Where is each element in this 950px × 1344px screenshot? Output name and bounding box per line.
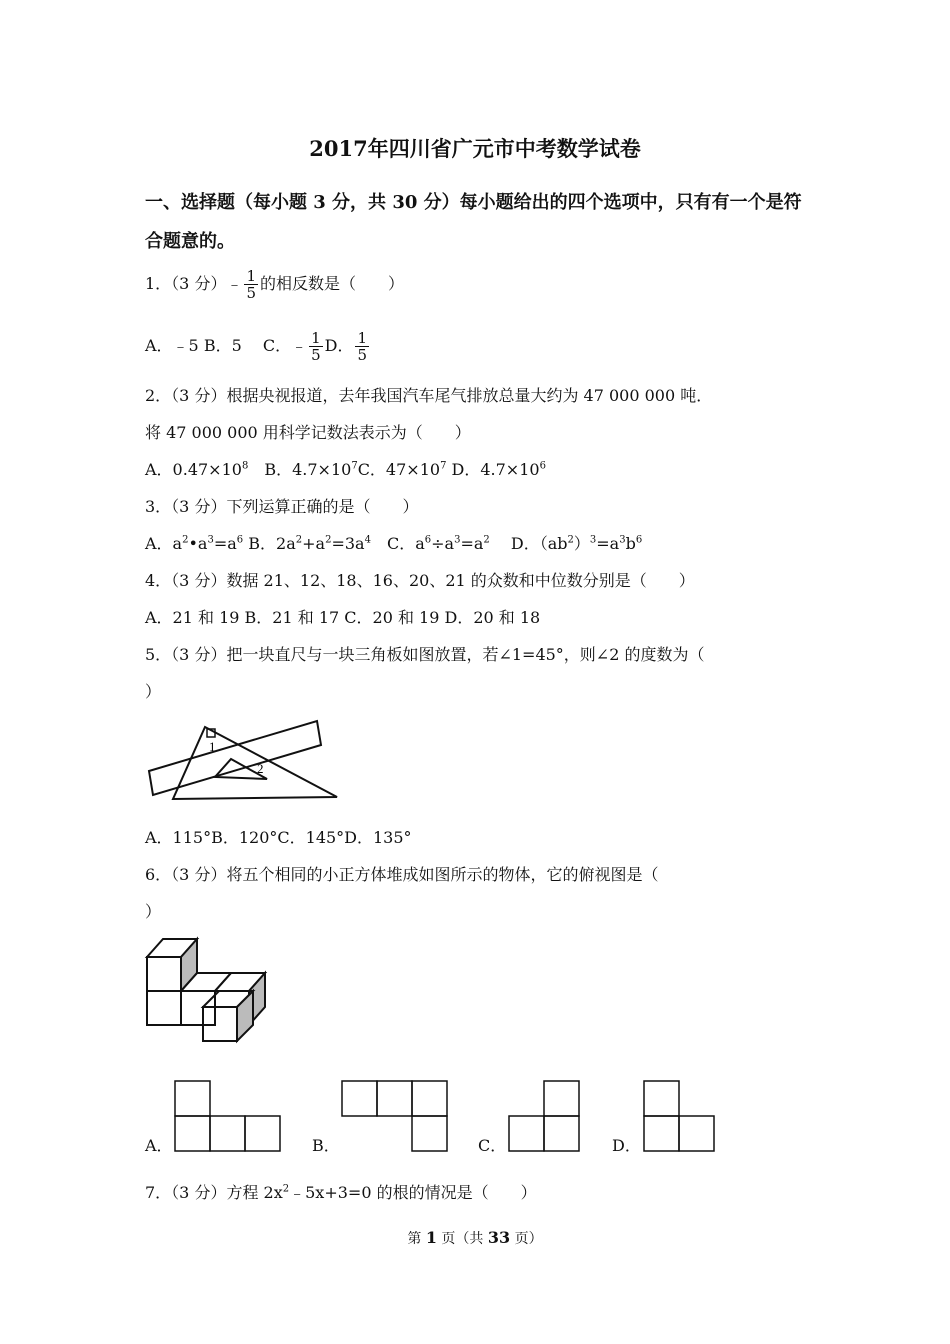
q3-a3: =a: [213, 534, 237, 553]
question-4-line1: 4．（3 分）数据 21、12、18、16、20、21 的众数和中位数分别是（ ）: [145, 571, 695, 590]
q1-num: 1: [246, 267, 256, 285]
q3-b1e: 2: [295, 534, 303, 546]
q3-d4: b: [625, 534, 636, 553]
cube-front-side: [237, 991, 253, 1041]
q3-d2: ）: [573, 534, 590, 553]
q2-opt-b-exp: 7: [351, 460, 358, 472]
question-4-options: A．21 和 19 B．21 和 17 C．20 和 19 D．20 和 18: [145, 608, 541, 627]
question-2-line1: 2．（3 分）根据央视报道，去年我国汽车尾气排放总量大约为 47 000 000 吨．: [145, 386, 713, 405]
q3-d1e: 2: [567, 534, 574, 546]
q6-opt-b-figure: [341, 1080, 449, 1152]
q3-d2e: 3: [589, 534, 597, 546]
question-6-line2: ）: [145, 902, 162, 921]
q3-d3e: 3: [619, 534, 626, 546]
q1-den: 5: [246, 284, 256, 302]
q2-opt-c-exp: 7: [440, 460, 447, 472]
question-5-options: A．115°B．120°C．145°D．135°: [145, 828, 412, 847]
q1-fraction: [244, 268, 258, 301]
question-6-line1: 6．（3 分）将五个相同的小正方体堆成如图所示的物体，它的俯视图是（: [145, 865, 659, 884]
q3-a1e: 2: [182, 534, 189, 546]
angle-2-label: 2: [257, 761, 264, 776]
q3-a2: •a: [188, 534, 208, 553]
question-7: [145, 1183, 537, 1203]
q2-opt-c: C．47×10: [357, 460, 441, 479]
q3-c3e: 2: [483, 534, 490, 546]
cube-bottom-left-front: [147, 991, 181, 1025]
q3-a1: A．a: [145, 534, 183, 553]
q3-a2e: 3: [207, 534, 214, 546]
footer-p2: 页（共: [436, 1231, 488, 1247]
section-heading-line2: 合题意的。: [145, 231, 235, 252]
q6-opt-b-label: B．: [312, 1136, 340, 1155]
q2-opt-a: A．0.47×10: [145, 460, 242, 479]
q1-optd-num: 1: [357, 329, 368, 347]
question-5-line2: ）: [145, 682, 162, 701]
footer-p1: 第: [407, 1231, 426, 1247]
q1-optd-den: 5: [357, 346, 368, 364]
footer-total-pages: 33: [487, 1228, 511, 1247]
q6-opt-c-label: C．: [478, 1136, 507, 1155]
q3-a3e: 6: [236, 534, 244, 546]
q6-opt-a-label: A．: [145, 1136, 173, 1155]
question-3-line1: 3．（3 分）下列运算正确的是（ ）: [145, 497, 419, 516]
question-2-options: [145, 460, 546, 480]
q3-b3e: 4: [364, 534, 371, 546]
q6-opt-d-figure: [643, 1080, 717, 1152]
section-heading-line1: 一、选择题（每小题 3 分，共 30 分）每小题给出的四个选项中，只有有一个是符: [145, 192, 802, 213]
q7-text: 7．（3 分）方程 2x: [145, 1183, 283, 1202]
question-3-options: [145, 534, 642, 554]
question-1: [145, 268, 404, 301]
q7-rest: ﹣5x+3=0 的根的情况是（ ）: [289, 1183, 537, 1202]
q6-opt-c-figure: [507, 1080, 581, 1152]
q3-b1: B．2a: [243, 534, 296, 553]
cube-top-front: [147, 957, 181, 991]
q7-exp: 2: [282, 1183, 290, 1195]
q6-opt-d-label: D．: [612, 1136, 641, 1155]
q2-opt-d: D．4.7×10: [451, 460, 540, 479]
footer-p3: 页）: [510, 1231, 543, 1247]
q2-opt-b: B．4.7×10: [248, 460, 352, 479]
q1-opt-ab: A．﹣5 B．5 C．﹣: [145, 336, 308, 355]
q1-suffix: 的相反数是（ ）: [260, 274, 405, 293]
q3-b2: +a: [302, 534, 326, 553]
page-title: 2017年四川省广元市中考数学试卷: [309, 136, 641, 161]
q6-opt-a-figure: [174, 1080, 282, 1152]
triangle-outer: [173, 727, 337, 799]
footer-page-number: 1: [425, 1228, 437, 1247]
ruler-triangle-figure: [145, 715, 355, 805]
question-1-options: [145, 330, 371, 363]
question-5-line1: 5．（3 分）把一块直尺与一块三角板如图放置，若∠1=45°，则∠2 的度数为（: [145, 645, 705, 664]
q3-d3: =a: [596, 534, 620, 553]
q3-d1: D．（ab: [489, 534, 568, 553]
q3-b2e: 2: [325, 534, 332, 546]
q2-opt-d-exp: 6: [539, 460, 546, 472]
angle-1-label: 1: [209, 739, 216, 754]
q3-c2: ÷a: [431, 534, 455, 553]
q1-optd-fraction: [355, 330, 369, 363]
ruler-shape: [149, 721, 321, 795]
question-2-line2: 将 47 000 000 用科学记数法表示为（ ）: [145, 423, 471, 442]
q1-opt-d: D．: [324, 336, 354, 355]
q3-d4e: 6: [635, 534, 643, 546]
q3-c2e: 3: [454, 534, 461, 546]
q1-prefix: 1．（3 分）﹣: [145, 274, 243, 293]
q1-optc-fraction: [309, 330, 323, 363]
q3-b3: =3a: [331, 534, 365, 553]
q3-c3: =a: [460, 534, 484, 553]
q3-c1e: 6: [424, 534, 432, 546]
q2-opt-a-exp: 8: [241, 460, 249, 472]
q3-c1: C．a: [370, 534, 425, 553]
q1-optc-num: 1: [311, 329, 321, 347]
page-footer: [0, 1228, 950, 1248]
cubes-figure: [145, 935, 270, 1045]
q1-optc-den: 5: [311, 346, 321, 364]
